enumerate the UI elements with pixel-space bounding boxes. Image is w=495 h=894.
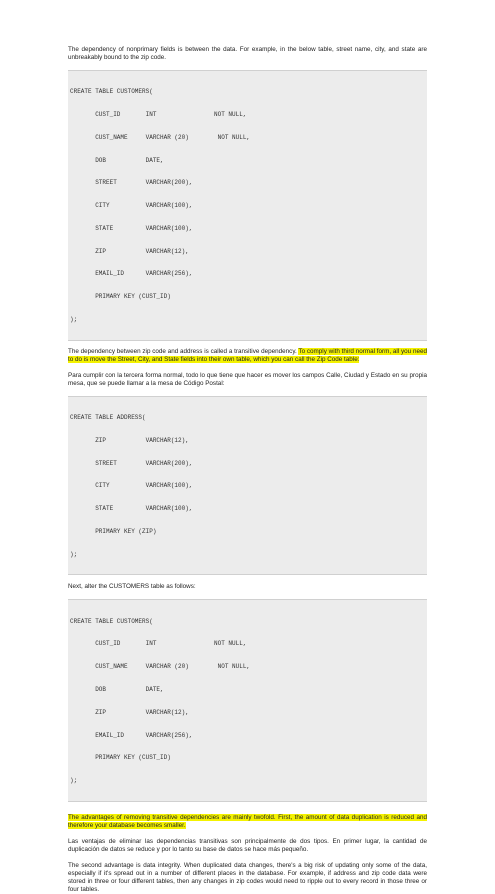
- code-line: CITY VARCHAR(100),: [70, 482, 193, 490]
- code-block-address: [68, 396, 427, 576]
- code-line: );: [70, 550, 78, 558]
- code-line: CREATE TABLE ADDRESS(: [70, 413, 146, 421]
- paragraph-data-integrity: The second advantage is data integrity. When duplicated data changes, there's a big risk of updating only some of the data, especially if it's spread out in a number of different places in the database. For example, if address and zip code data were stored in three or four different tables, then any changes in zip codes would need to ripple out to every record in those three or four tables.: [68, 861, 427, 893]
- code-line: CUST_ID INT NOT NULL,: [70, 110, 247, 118]
- code-line: CUST_NAME VARCHAR (20) NOT NULL,: [70, 663, 251, 671]
- code-line: CUST_ID INT NOT NULL,: [70, 640, 247, 648]
- code-line: PRIMARY KEY (CUST_ID): [70, 754, 171, 762]
- code-line: PRIMARY KEY (CUST_ID): [70, 293, 171, 301]
- paragraph-text: The dependency between zip code and address is called a transitive dependency.: [68, 347, 299, 355]
- paragraph-dependency-intro: The dependency of nonprimary fields is between the data. For example, in the below table, street name, city, and state are unbreakably bound to the zip code.: [68, 46, 427, 61]
- highlighted-text: The advantages of removing transitive dependencies are mainly twofold. First, the amount of data duplication is reduced and therefore your database becomes smaller.: [68, 813, 427, 829]
- code-line: ZIP VARCHAR(12),: [70, 436, 189, 444]
- paragraph-spanish-advantages: Las ventajas de eliminar las dependencias transitivas son principalmente de dos tipos. En primer lugar, la cantidad de duplicación de datos se reduce y por lo tanto su base de datos se hace más pequeño.: [68, 837, 427, 853]
- paragraph-transitive-dependency: [68, 348, 427, 364]
- code-line: );: [70, 316, 78, 323]
- code-line: CUST_NAME VARCHAR (20) NOT NULL,: [70, 133, 251, 141]
- code-line: STATE VARCHAR(100),: [70, 505, 193, 513]
- code-line: CREATE TABLE CUSTOMERS(: [70, 617, 153, 625]
- code-line: EMAIL_ID VARCHAR(256),: [70, 731, 193, 739]
- code-line: PRIMARY KEY (ZIP): [70, 527, 157, 535]
- code-line: EMAIL_ID VARCHAR(256),: [70, 270, 193, 278]
- code-line: ZIP VARCHAR(12),: [70, 708, 189, 716]
- code-block-customers-altered: [68, 599, 427, 801]
- code-line: ZIP VARCHAR(12),: [70, 247, 189, 255]
- code-line: CITY VARCHAR(100),: [70, 202, 193, 210]
- code-line: CREATE TABLE CUSTOMERS(: [70, 88, 153, 96]
- code-line: DOB DATE,: [70, 685, 164, 693]
- code-line: );: [70, 777, 78, 785]
- highlighted-text: To comply with third normal form, all you need to do is move the Street, City, and State fields into their own table, which you can call the Zip Code table:: [68, 347, 427, 363]
- code-block-customers-original: [68, 70, 427, 341]
- code-line: STATE VARCHAR(100),: [70, 224, 193, 232]
- code-line: DOB DATE,: [70, 156, 164, 164]
- paragraph-advantages: [68, 814, 427, 830]
- paragraph-spanish-normal-form: Para cumplir con la tercera forma normal, todo lo que tiene que hacer es mover los campos Calle, Ciudad y Estado en su propia mesa, que se puede llamar a la mesa de Código Postal:: [68, 371, 427, 387]
- code-line: STREET VARCHAR(200),: [70, 459, 193, 467]
- paragraph-alter-customers: Next, alter the CUSTOMERS table as follows:: [68, 583, 196, 591]
- code-line: STREET VARCHAR(200),: [70, 179, 193, 187]
